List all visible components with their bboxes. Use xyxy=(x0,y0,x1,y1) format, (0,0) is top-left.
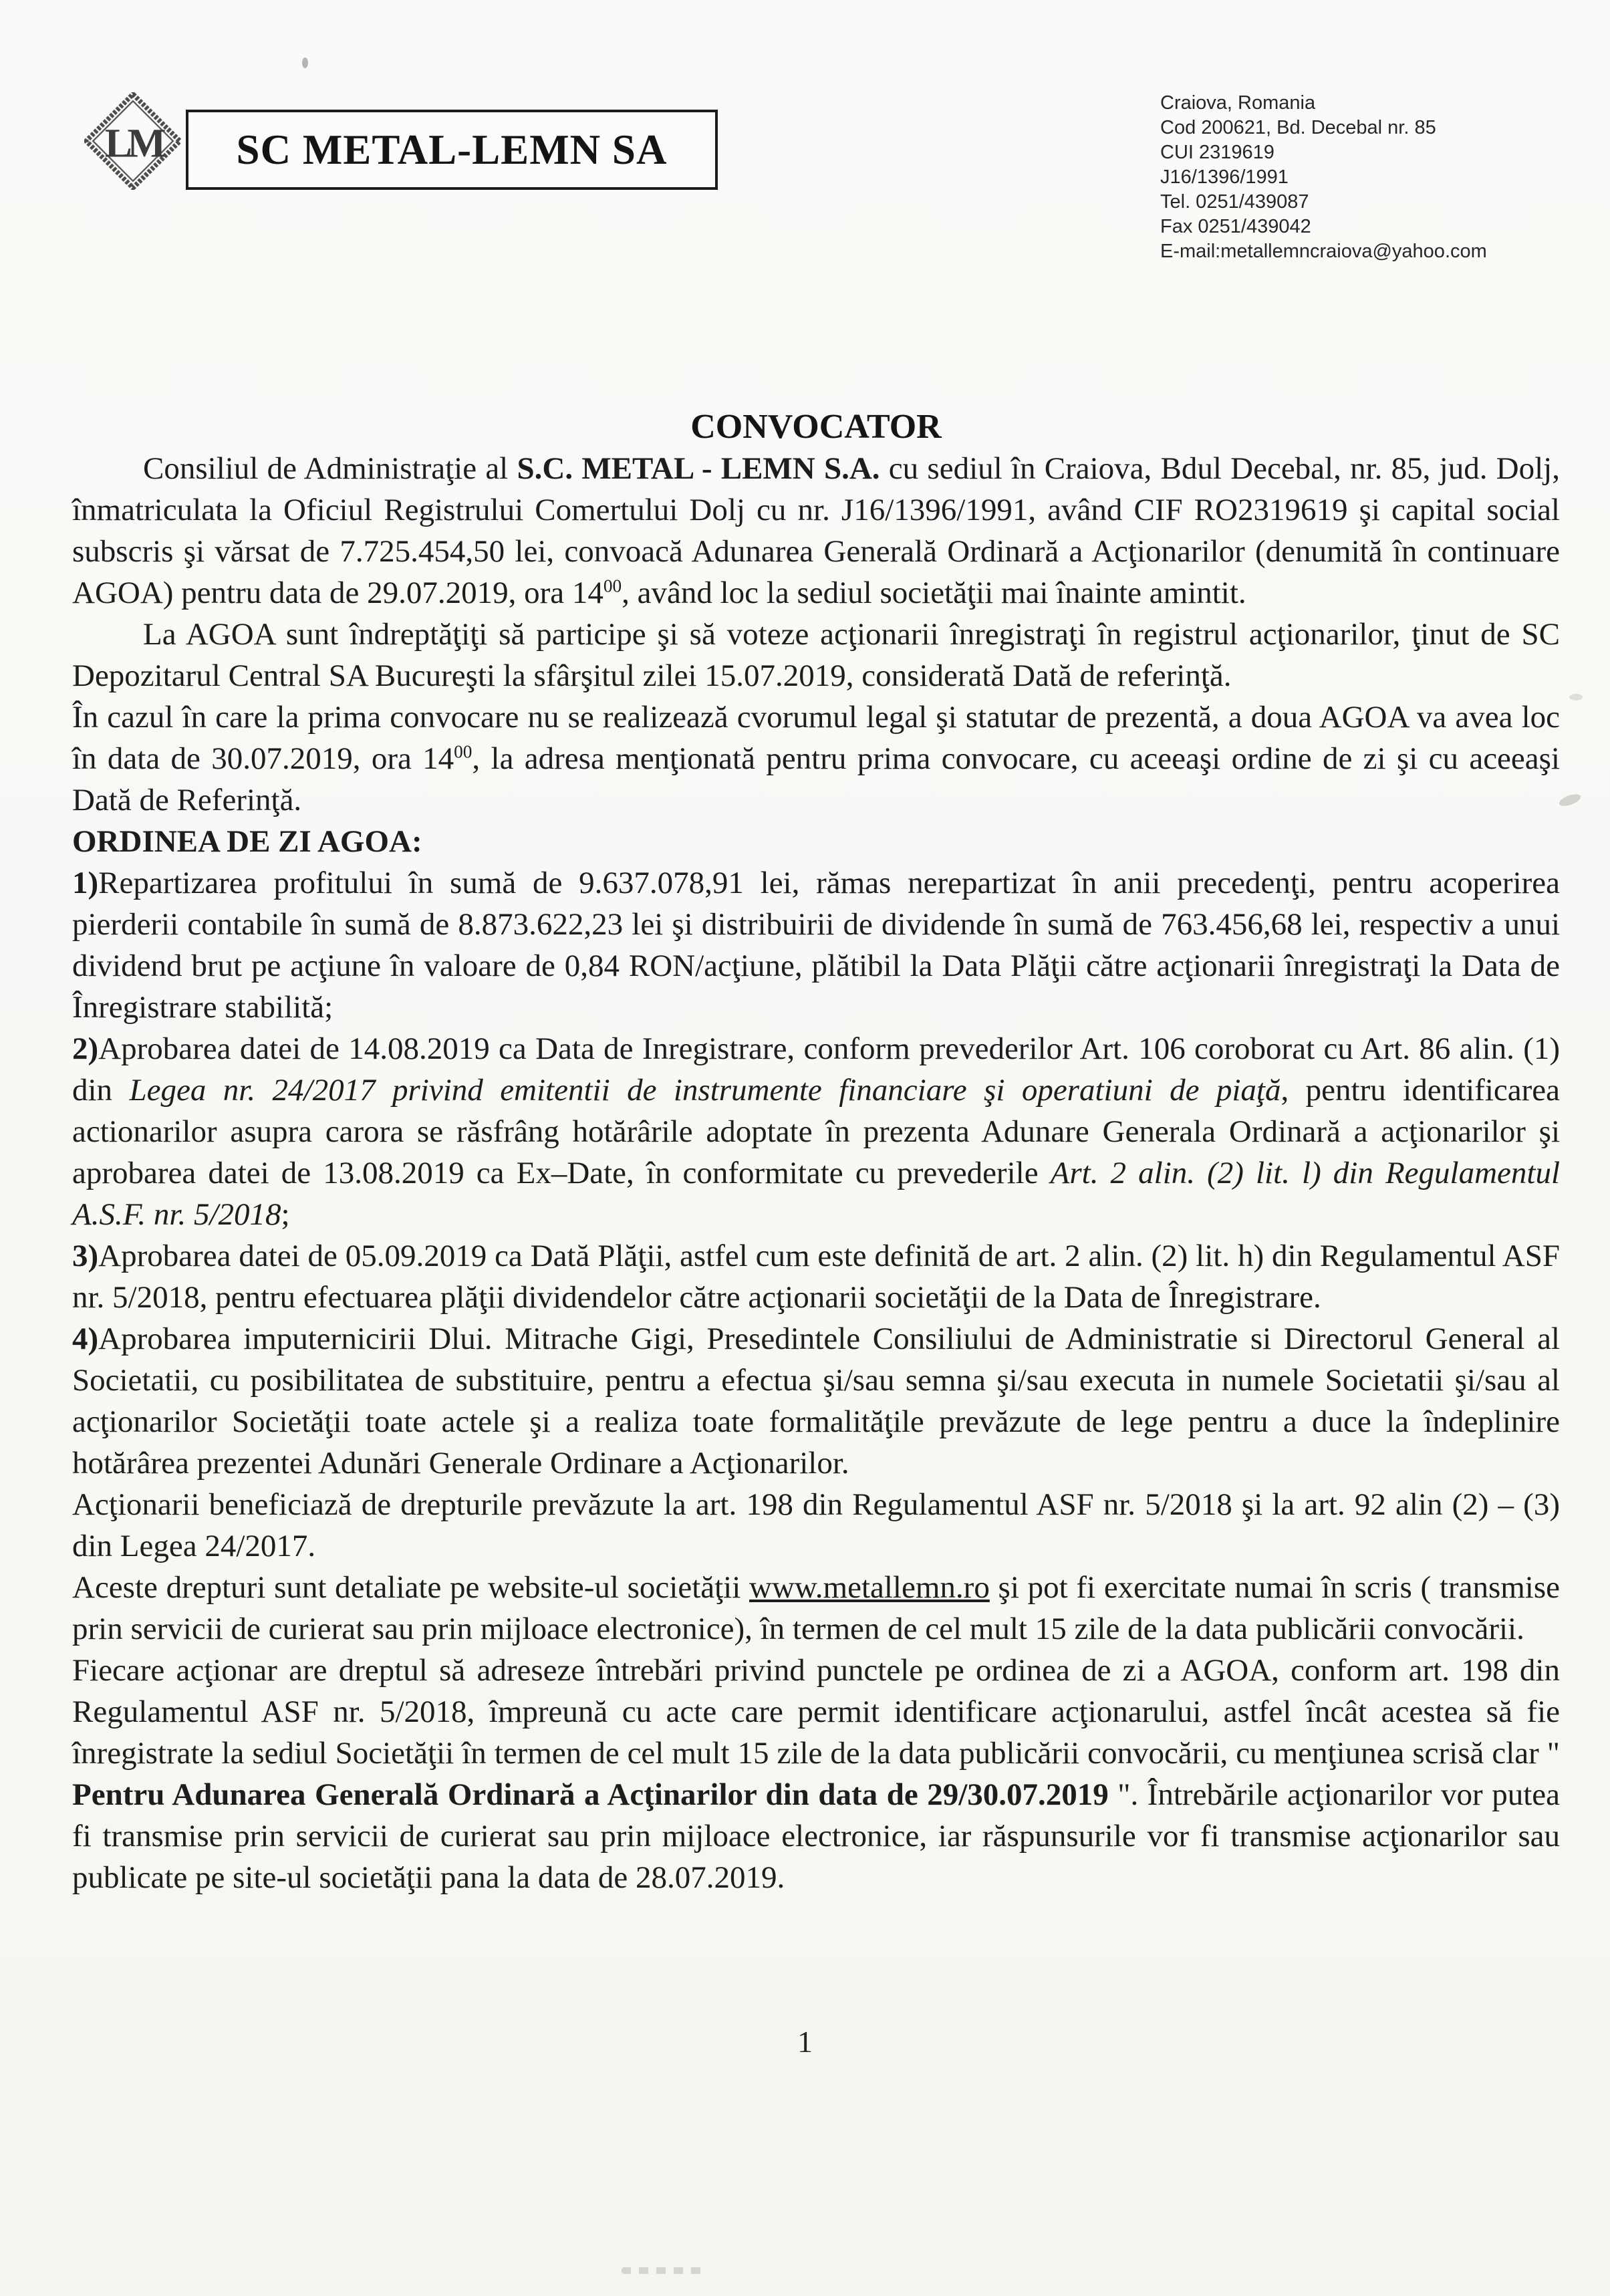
reference-date-paragraph xyxy=(72,614,1560,696)
text-segment: 1) xyxy=(72,866,99,900)
text-segment: Repartizarea profitului în sumă de 9.637.078,91 lei, rămas nerepartizat în anii precedenţi, pentru acoperirea pierderii contabile în sumă de 8.873.622,23 lei şi distribuirii de dividende în sumă de 763.456,68 lei, respectiv a unui dividend brut pe acţiune în valoare de 0,84 RON/acţiune, plătibil la Data Plăţii către acţionarii înregistraţi la Data de Înregistrare stabilită; xyxy=(72,866,1560,1025)
website-rights-paragraph xyxy=(72,1567,1560,1650)
text-segment: Aprobarea datei de 14.08.2019 ca Data de Inregistrare, conform prevederilor Art. 106 coroborat cu Art. 86 alin. (1) din xyxy=(72,1031,1560,1108)
agenda-item-3 xyxy=(72,1235,1560,1318)
text-segment: cu sediul în Craiova, Bdul Decebal, nr. 85, jud. Dolj, înmatriculata la Oficiul Registrului Comertului Dolj cu nr. J16/1396/1991, având CIF RO2319619 şi capital social subscris şi vărsat de 7.725.454,50 lei, convoacă Adunarea Generală Ordinară a Acţionarilor (denumită în continuare AGOA) pentru data de 29.07.2019, ora 14 xyxy=(72,451,1560,610)
text-segment: La AGOA sunt îndreptăţiţi să participe şi să voteze acţionarii înregistraţi în registrul acţionarilor, ţinut de SC Depozitarul Central SA Bucureşti la sfârşitul zilei 15.07.2019, considerată Dată de referinţă. xyxy=(72,617,1560,693)
address-line-street: Cod 200621, Bd. Decebal nr. 85 xyxy=(1160,117,1436,138)
text-segment: , având loc la sediul societăţii mai înainte amintit. xyxy=(622,576,1246,610)
text-segment: Acţionarii beneficiază de drepturile prevăzute la art. 198 din Regulamentul ASF nr. 5/2018 şi la art. 92 alin (2) – (3) din Legea 24/2017. xyxy=(72,1487,1560,1563)
company-name: SC METAL-LEMN SA xyxy=(236,126,668,173)
agenda-item-4 xyxy=(72,1318,1560,1484)
second-convocation-paragraph xyxy=(72,696,1560,821)
text-segment: şi pot fi exercitate numai în scris ( transmise prin servicii de curierat sau prin mijloace electronice), în termen de cel mult 15 zile de la data publicării convocării. xyxy=(72,1570,1561,1646)
company-logo xyxy=(84,92,182,190)
text-segment: Pentru Adunarea Generală Ordinară a Acţinarilor din data de 29/30.07.2019 xyxy=(72,1777,1109,1812)
text-segment: 3) xyxy=(72,1239,99,1273)
address-line-fax: Fax 0251/439042 xyxy=(1160,216,1311,237)
text-segment: Fiecare acţionar are dreptul să adreseze întrebări privind punctele pe ordinea de zi a AGOA, conform art. 198 din Regulamentul ASF nr. 5/2018, împreună cu acte care permit identificare acţionarului, astfel încât acestea să fie înregistrate la sediul Societăţii în termen de cel mult 15 zile de la data publicării convocării, cu menţiunea scrisă clar " xyxy=(72,1653,1560,1771)
questions-paragraph xyxy=(72,1650,1560,1898)
intro-paragraph xyxy=(72,448,1560,614)
text-segment: S.C. METAL - LEMN S.A. xyxy=(517,451,880,486)
website-url-text: www.metallemn.ro xyxy=(749,1570,990,1605)
text-segment: , la adresa menţionată pentru prima convocare, cu aceeaşi ordine de zi şi cu aceeaşi Dată de Referinţă. xyxy=(72,741,1560,817)
address-line-cui: CUI 2319619 xyxy=(1160,142,1274,163)
diamond-logo-icon xyxy=(84,92,182,190)
text-segment: , pentru identificarea actionarilor asupra carora se răsfrâng hotărârile adoptate în prezenta Adunare Generala Ordinară a acţionarilor şi aprobarea datei de 13.08.2019 ca Ex–Date, în conformitate cu prevederile xyxy=(72,1073,1560,1190)
text-segment: 4) xyxy=(72,1321,99,1356)
text-segment: 00 xyxy=(454,741,473,762)
address-line-registry: J16/1396/1991 xyxy=(1160,166,1289,188)
text-segment: ORDINEA DE ZI AGOA: xyxy=(72,824,422,859)
agenda-item-2 xyxy=(72,1028,1560,1235)
scan-artifact-bottom xyxy=(622,2267,708,2274)
agenda-item-1 xyxy=(72,862,1560,1028)
text-segment: ; xyxy=(281,1197,290,1232)
scan-artifact-dot xyxy=(302,57,308,68)
shareholder-rights-paragraph xyxy=(72,1484,1560,1567)
document-body xyxy=(72,406,1560,1898)
scan-artifact-smudge xyxy=(1569,694,1583,700)
document-title: CONVOCATOR xyxy=(690,408,942,446)
text-segment: Aprobarea imputernicirii Dlui. Mitrache Gigi, Presedintele Consiliului de Administratie si Directorul General al Societatii, cu posibilitatea de substituire, pentru a efectua şi/sau semna şi/sau executa in numele Societatii şi/sau al acţionarilor Societăţii toate actele şi a realiza toate formalităţile prevăzute de lege pentru a duce la îndeplinire hotărârea prezentei Adunări Generale Ordinare a Acţionarilor. xyxy=(72,1321,1560,1481)
paragraphs-container xyxy=(72,448,1560,1898)
text-segment: Legea nr. 24/2017 privind emitentii de instrumente financiare şi operatiuni de piaţă xyxy=(129,1073,1281,1108)
company-address-block xyxy=(1160,91,1487,264)
text-segment: Consiliul de Administraţie al xyxy=(143,451,517,486)
text-segment: Aprobarea datei de 05.09.2019 ca Dată Plăţii, astfel cum este definită de art. 2 alin. (2) lit. h) din Regulamentul ASF nr. 5/2018, pentru efectuarea plăţii dividendelor către acţionarii societăţii de la Data de Înregistrare. xyxy=(72,1239,1560,1315)
text-segment: Art. 2 alin. (2) lit. l) din Regulamentul A.S.F. nr. 5/2018 xyxy=(72,1156,1561,1232)
page-number: 1 xyxy=(797,2025,813,2059)
address-line-phone: Tel. 0251/439087 xyxy=(1160,191,1309,213)
text-segment: 2) xyxy=(72,1031,99,1066)
scan-artifact-smudge xyxy=(1558,792,1583,809)
agenda-heading xyxy=(72,821,1560,862)
address-line-city: Craiova, Romania xyxy=(1160,92,1316,114)
text-segment: ". Întrebările acţionarilor vor putea fi transmise prin servicii de curierat sau prin mijloace electronice, iar răspunsurile vor fi transmise acţionarilor sau publicate pe site-ul societăţii pana la data de 28.07.2019. xyxy=(72,1777,1560,1895)
company-name-box xyxy=(186,110,718,190)
address-line-email: E-mail:metallemncraiova@yahoo.com xyxy=(1160,241,1487,262)
logo-monogram: LM xyxy=(104,120,162,166)
text-segment: În cazul în care la prima convocare nu se realizează cvorumul legal şi statutar de prezentă, a doua AGOA va avea loc în data de 30.07.2019, ora 14 xyxy=(72,700,1560,776)
text-segment: 00 xyxy=(603,576,622,596)
text-segment: Aceste drepturi sunt detaliate pe website-ul societăţii xyxy=(72,1570,750,1605)
